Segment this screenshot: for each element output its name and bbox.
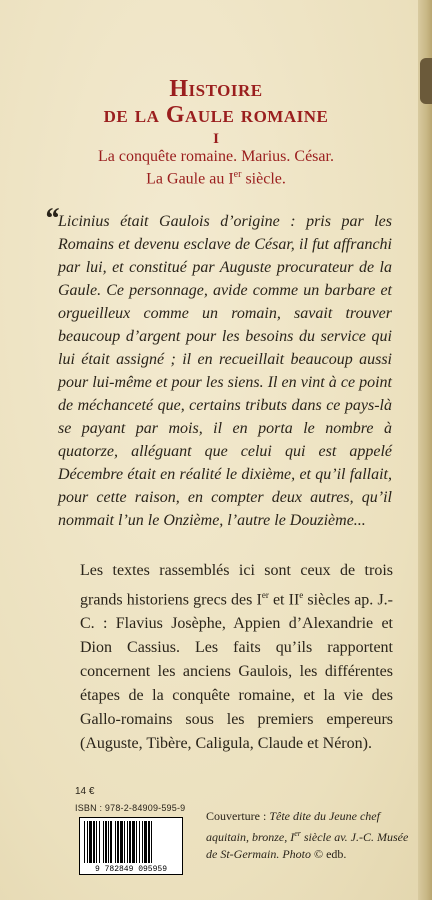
subtitle-line-2-a: La Gaule au I — [146, 170, 234, 188]
subtitle-line-1: La conquête romaine. Marius. César. — [98, 148, 334, 165]
subtitle-line-2-b: siècle. — [241, 170, 286, 188]
credit-label: Couverture : — [206, 809, 270, 823]
title-block — [0, 76, 432, 188]
description-text — [80, 559, 393, 756]
volume-number: I — [213, 131, 219, 147]
barcode-graphic — [80, 818, 182, 874]
isbn: ISBN : 978-2-84909-595-9 — [75, 803, 186, 813]
description-part-2: et II — [268, 591, 300, 609]
quote-mark: “ — [44, 202, 59, 235]
credit-text-c: © edb. — [310, 847, 347, 861]
cover-credit — [206, 808, 411, 863]
credit-text-a: Tête dite du Jeune chef aquitain, bronze, I — [206, 809, 380, 844]
subtitle-line-2 — [0, 166, 432, 188]
description-sup-1: er — [261, 590, 269, 600]
barcode — [79, 817, 183, 875]
barcode-digits: 9 782849 095959 — [94, 865, 168, 874]
title-line-2: de la Gaule romaine — [103, 102, 329, 128]
credit-text-b: siècle av. J.-C. Musée de St-Germain. Photo — [206, 830, 409, 861]
title-line-1: Histoire — [169, 76, 263, 102]
subtitle-line-2-sup: er — [233, 169, 242, 180]
credit-sup: er — [294, 829, 301, 838]
description-part-1: Les textes rassemblés ici sont ceux de trois grands historiens grecs des I — [80, 562, 393, 609]
description-part-3: siècles ap. J.-C. : Flavius Josèphe, Appien d’Alexandrie et Dion Cassius. Les faits qu’ils rapportent concernent les anciens Gaulois, les différentes étapes de la conquête romaine, et la vie des Gallo-romains sous les premiers empereurs (Auguste, Tibère, Caligula, Claude et Néron). — [80, 591, 393, 753]
quote-text: Licinius était Gaulois d’origine : pris par les Romains et devenu esclave de César, il fut affranchi par lui, et constitué par Auguste procurateur de la Gaule. Ce personnage, avide comme un barbare et orgueilleux comme un romain, savait trouver beaucoup d’argent pour les besoins du service qui lui était assigné ; il en recueillait beaucoup aussi pour lui-même et pour les siens. Il en vint à ce point de méchanceté que, certains tributs dans ce pays-là se payant par mois, il en porta le nombre à quatorze, alléguant que celui qui est appelé Décembre était en réalité le dixième, et qu’il fallait, pour cette raison, en compter deux autres, qu’il nommait l’un le Onzième, l’autre le Douzième... — [58, 213, 392, 529]
price: 14 € — [75, 786, 95, 797]
description-sup-2: e — [299, 590, 304, 600]
